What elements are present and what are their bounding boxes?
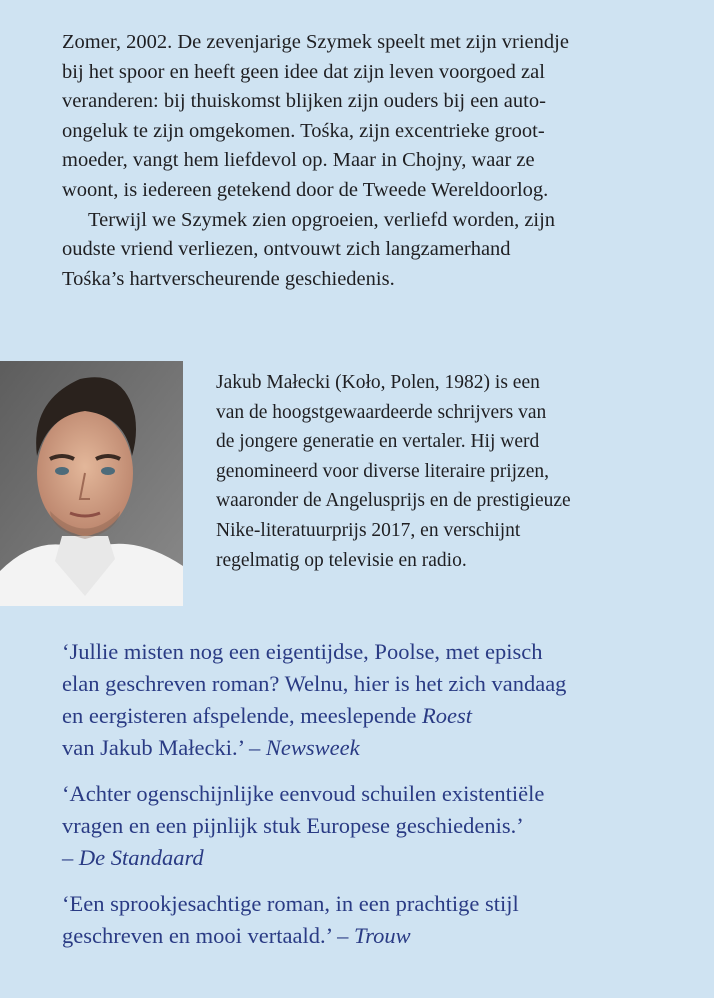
- quote-source: Newsweek: [265, 735, 360, 760]
- quote-trouw: [62, 888, 702, 952]
- text-line: regelmatig op televisie en radio.: [216, 549, 467, 571]
- review-quotes: [62, 636, 702, 966]
- text-line: bij het spoor en heeft geen idee dat zijn leven voorgoed zal: [62, 60, 545, 83]
- synopsis: [62, 28, 692, 294]
- text-line: Terwijl we Szymek zien opgroeien, verliefd worden, zijn: [88, 208, 556, 231]
- quote-line: ‘Een sprookjesachtige roman, in een prachtige stijl: [62, 891, 519, 916]
- quote-line: elan geschreven roman? Welnu, hier is het zich vandaag: [62, 671, 567, 696]
- text-line: van de hoogstgewaardeerde schrijvers van: [216, 401, 547, 423]
- quote-source: Trouw: [353, 923, 411, 948]
- book-title: Roest: [422, 703, 473, 728]
- text-line: de jongere generatie en vertaler. Hij werd: [216, 431, 540, 453]
- bio-paragraph: [216, 368, 696, 575]
- text-line: ongeluk te zijn omgekomen. Tośka, zijn excentrieke groot-: [62, 119, 545, 142]
- author-portrait-illustration: [0, 361, 183, 606]
- quote-text: van Jakub Małecki.’ –: [62, 735, 266, 760]
- text-line: Tośka’s hartverscheurende geschiedenis.: [62, 267, 395, 290]
- quote-source: – De Standaard: [62, 845, 204, 870]
- synopsis-paragraph-2: [62, 206, 692, 295]
- text-line: oudste vriend verliezen, ontvouwt zich langzamerhand: [62, 238, 511, 261]
- synopsis-paragraph-1: [62, 28, 692, 206]
- text-line: veranderen: bij thuiskomst blijken zijn ouders bij een auto-: [62, 90, 546, 113]
- quote-line: [62, 700, 702, 732]
- author-photo: [0, 361, 183, 606]
- quote-line: ‘Achter ogenschijnlijke eenvoud schuilen existentiële: [62, 781, 545, 806]
- text-line: Zomer, 2002. De zevenjarige Szymek speelt met zijn vriendje: [62, 31, 569, 53]
- quote-newsweek: [62, 636, 702, 764]
- quote-de-standaard: [62, 778, 702, 874]
- text-line: woont, is iedereen getekend door de Tweede Wereldoorlog.: [62, 178, 549, 201]
- quote-line: ‘Jullie misten nog een eigentijdse, Poolse, met episch: [62, 639, 543, 664]
- text-line: waaronder de Angelusprijs en de prestigieuze: [216, 490, 571, 512]
- text-line: Nike-literatuurprijs 2017, en verschijnt: [216, 519, 521, 541]
- quote-text: geschreven en mooi vertaald.’ –: [62, 923, 354, 948]
- text-line: Jakub Małecki (Koło, Polen, 1982) is een: [216, 372, 540, 393]
- author-bio: [216, 368, 696, 575]
- quote-line: [62, 732, 702, 764]
- quote-line: vragen en een pijnlijk stuk Europese geschiedenis.’: [62, 813, 524, 838]
- quote-line: [62, 920, 702, 952]
- quote-text: en eergisteren afspelende, meeslepende: [62, 703, 423, 728]
- text-line: moeder, vangt hem liefdevol op. Maar in Chojny, waar ze: [62, 149, 535, 172]
- text-line: genomineerd voor diverse literaire prijzen,: [216, 460, 549, 482]
